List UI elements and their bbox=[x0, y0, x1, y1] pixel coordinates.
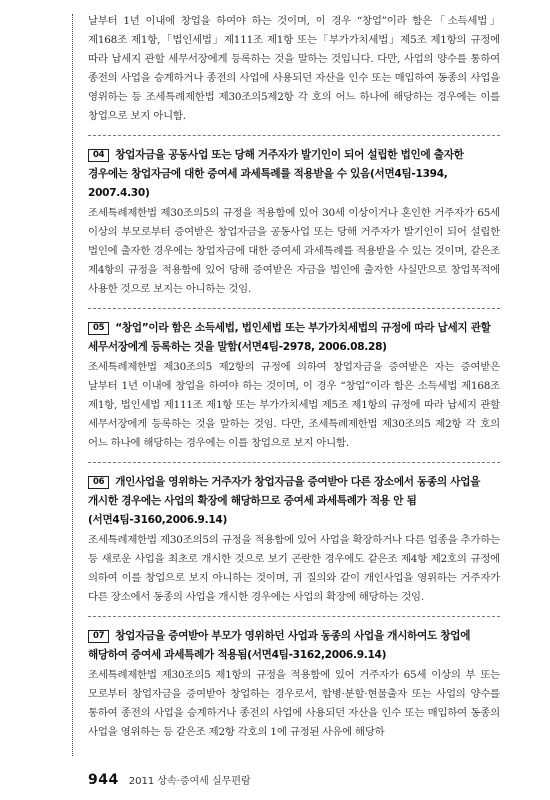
section-heading-text: 창업자금을 공동사업 또는 당해 거주자가 발기인이 되어 설립한 법인에 출자한 경우에는 창업자금에 대한 증여세 과세특례를 적용받을 수 있음(서면4팀-1394, 2007.4.30) bbox=[88, 149, 464, 199]
section-heading-text: 창업자금을 증여받아 부모가 영위하던 사업과 동종의 사업을 개시하여도 창업에 해당하여 증여세 과세특례가 적용됨(서면4팀-3162,2006.9.14) bbox=[88, 630, 471, 661]
section-heading bbox=[88, 319, 500, 357]
section-number-badge: 06 bbox=[88, 476, 109, 489]
section-04 bbox=[88, 146, 500, 299]
section-number-badge: 04 bbox=[88, 149, 109, 162]
section-separator bbox=[88, 308, 500, 309]
section-separator bbox=[88, 462, 500, 463]
section-number-badge: 05 bbox=[88, 322, 109, 335]
section-heading-text: “창업”이라 함은 소득세법, 법인세법 또는 부가가치세법의 규정에 따라 납세지 관할 세무서장에게 등록하는 것을 말함(서면4팀-2978, 2006.08.28) bbox=[88, 322, 491, 353]
section-heading bbox=[88, 146, 500, 203]
section-body: 조세특례제한법 제30조의5 제2항의 규정에 의하여 창업자금을 증여받은 자는 증여받은 날부터 1년 이내에 창업을 하여야 하는 것이며, 이 경우 “창업”이라 함은 소득세법 제168조 제1항, 법인세법 제111조 제1항 또는 부가가치세법 제5조 제1항의 규정에 따라 납세지 관할 세무서장에게 등록하는 것을 말하는 것임. 다만, 조세특례제한법 제30조의5 제2항 각 호의 어느 하나에 해당하는 경우에는 이를 창업으로 보지 아니함. bbox=[88, 361, 500, 449]
page-footer bbox=[88, 772, 251, 788]
section-05 bbox=[88, 319, 500, 453]
book-title: 2011 상속·증여세 실무편람 bbox=[128, 776, 251, 787]
section-separator bbox=[88, 135, 500, 136]
section-body: 조세특례제한법 제30조의5의 규정을 적용함에 있어 30세 이상이거나 혼인한 거주자가 65세 이상의 부모로부터 증여받은 창업자금을 공동사업 또는 당해 거주자가 발기인이 되어 설립한 법인에 출자한 경우에는 창업자금에 대한 증여세 과세특례를 적용받을 수 있는 것이며, 같은조 제4항의 규정을 적용함에 있어 당해 증여받은 자금을 법인에 출자한 사실만으로 창업목적에 사용한 것으로 보지는 아니하는 것임. bbox=[88, 207, 500, 295]
section-separator bbox=[88, 616, 500, 617]
section-number-badge: 07 bbox=[88, 630, 109, 643]
section-heading bbox=[88, 473, 500, 530]
section-body: 조세특례제한법 제30조의5의 규정을 적용함에 있어 사업을 확장하거나 다른 업종을 추가하는 등 새로운 사업을 최초로 개시한 것으로 보기 곤란한 경우에도 같은조 제4항 제2호의 규정에 의하여 이를 창업으로 보지 아니하는 것이며, 귀 질의와 같이 개인사업을 영위하는 거주자가 다른 장소에서 동종의 사업을 개시한 경우에는 사업의 확장에 해당하는 것임. bbox=[88, 534, 500, 603]
section-heading-text: 개인사업을 영위하는 거주자가 창업자금을 증여받아 다른 장소에서 동종의 사업을 개시한 경우에는 사업의 확장에 해당하므로 증여세 과세특례가 적용 안 됨(서면4팀-3160,2006.9.14) bbox=[88, 476, 481, 526]
section-heading bbox=[88, 627, 500, 665]
margin-dotted-rule bbox=[72, 14, 73, 756]
section-07 bbox=[88, 627, 500, 742]
intro-paragraph: 날부터 1년 이내에 창업을 하여야 하는 것이며, 이 경우 “창업”이라 함은「소득세법」제168조 제1항,「법인세법」제111조 제1항 또는「부가가치세법」제5조 제1항의 규정에 따라 납세지 관할 세무서장에게 등록하는 것을 말하는 것입니다. 다만, 사업의 양수를 통하여 종전의 사업을 승계하거나 종전의 사업에 사용되던 자산을 인수 또는 매입하여 동종의 사업을 영위하는 등 조세특례제한법 제30조의5제2항 각 호의 어느 하나에 해당하는 경우에는 이를 창업으로 보지 아니함. bbox=[88, 15, 500, 122]
page-number: 944 bbox=[88, 772, 119, 788]
section-body: 조세특례제한법 제30조의5 제1항의 규정을 적용함에 있어 거주자가 65세 이상의 부 또는 모로부터 창업자금을 증여받아 창업하는 경우로서, 합병·분할·현물출자 또는 사업의 양수를 통하여 종전의 사업을 승계하거나 종전의 사업에 사용되던 자산을 인수 또는 매입하여 동종의 사업을 영위하는 등 같은조 제2항 각호의 1에 규정된 사유에 해당하 bbox=[88, 669, 500, 738]
section-06 bbox=[88, 473, 500, 607]
page-content bbox=[88, 12, 500, 742]
